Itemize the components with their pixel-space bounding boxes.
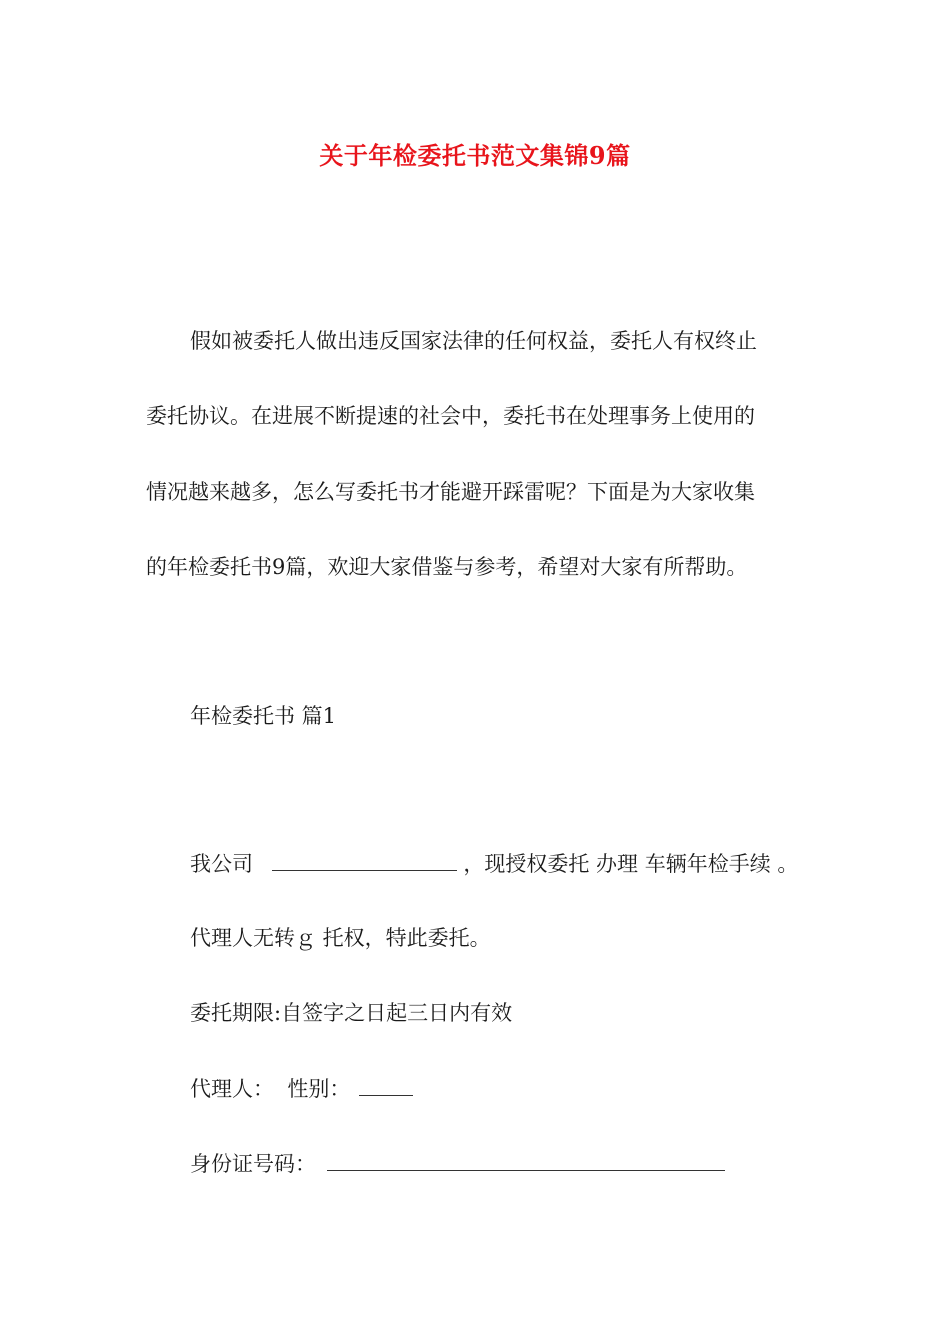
intro-line-1: 假如被委托人做出违反国家法律的任何权益，委托人有权终止 (190, 329, 757, 353)
id-number-label: 身份证号码： (190, 1152, 316, 1176)
intro-line-2: 委托协议。在进展不断提速的社会中，委托书在处理事务上使用的 (146, 404, 755, 428)
id-number-line (190, 1148, 725, 1179)
authorization-text: ，现授权委托 办理 车辆年检手续 。 (463, 852, 799, 876)
validity-line: 委托期限:自签字之日起三日内有效 (190, 1001, 513, 1025)
id-number-blank (327, 1148, 725, 1171)
section-heading: 年检委托书 篇1 (190, 704, 337, 728)
intro-line-4: 的年检委托书9篇，欢迎大家借鉴与参考，希望对大家有所帮助。 (146, 555, 748, 579)
company-label: 我公司 (190, 852, 253, 876)
agent-gender-label: 代理人： 性别： (190, 1077, 351, 1101)
agent-gender-line (190, 1073, 413, 1104)
gender-blank (359, 1073, 413, 1096)
no-transfer-line: 代理人无转ｇ 托权，特此委托。 (190, 926, 491, 950)
company-name-blank (272, 848, 457, 871)
intro-line-3: 情况越来越多，怎么写委托书才能避开踩雷呢？下面是为大家收集 (146, 480, 755, 504)
company-authorization-line (190, 848, 798, 879)
document-title: 关于年检委托书范文集锦9篇 (319, 141, 631, 170)
